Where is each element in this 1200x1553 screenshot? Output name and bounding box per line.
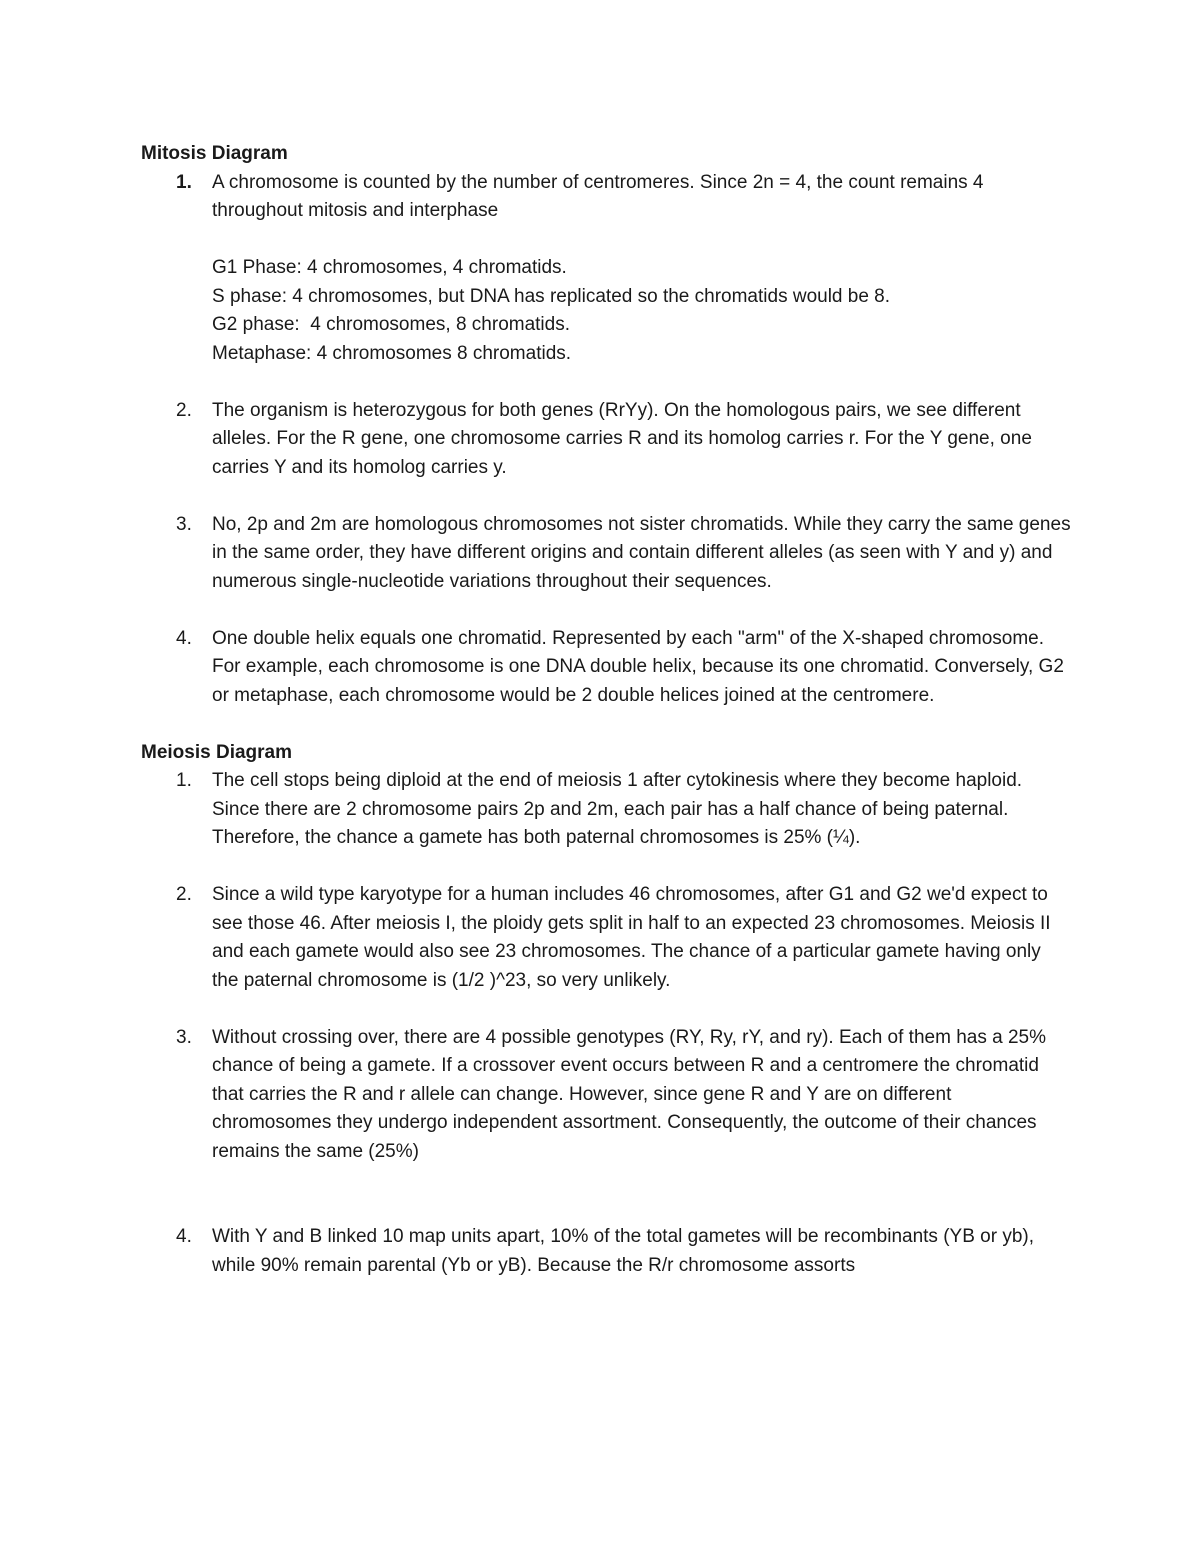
list-item xyxy=(141,169,1071,369)
item-number: 2. xyxy=(176,399,192,421)
meiosis-heading: Meiosis Diagram xyxy=(141,741,292,763)
answer-text: The organism is heterozygous for both genes (RrYy). On the homologous pairs, we see different alleles. For the R gene, one chromosome carries R and its homolog carries r. For the Y gene, one carries Y and its homolog carries y. xyxy=(212,399,1032,478)
mitosis-section xyxy=(141,140,1071,710)
answer-text: One double helix equals one chromatid. Represented by each "arm" of the X-shaped chromosome. For example, each chromosome is one DNA double helix, because its one chromatid. Conversely, G2 or metaphase, each chromosome would be 2 double helices joined at the centromere. xyxy=(212,627,1064,706)
phase-line-s: S phase: 4 chromosomes, but DNA has replicated so the chromatids would be 8. xyxy=(212,285,891,307)
meiosis-section xyxy=(141,739,1071,1281)
item-number: 1. xyxy=(176,770,192,791)
answer-text: No, 2p and 2m are homologous chromosomes not sister chromatids. While they carry the same genes in the same order, they have different origins and contain different alleles (as seen with Y and y) and numerous single-nucleotide variations throughout their sequences. xyxy=(212,513,1071,592)
list-item xyxy=(141,625,1071,711)
answer-text: A chromosome is counted by the number of centromeres. Since 2n = 4, the count remains 4 throughout mitosis and interphase xyxy=(212,171,984,221)
answer-text: With Y and B linked 10 map units apart, 10% of the total gametes will be recombinants (YB or yb), while 90% remain parental (Yb or yB). Because the R/r chromosome assorts xyxy=(212,1226,1035,1276)
mitosis-answer-list xyxy=(141,169,1071,711)
document-page xyxy=(141,140,1071,1280)
phase-line-g1: G1 Phase: 4 chromosomes, 4 chromatids. xyxy=(212,257,567,278)
list-item xyxy=(141,1223,1071,1280)
item-number: 3. xyxy=(176,1026,192,1048)
mitosis-heading: Mitosis Diagram xyxy=(141,143,288,164)
item-number: 3. xyxy=(176,513,192,535)
list-item xyxy=(141,397,1071,483)
meiosis-answer-list xyxy=(141,767,1071,1280)
phase-line-metaphase: Metaphase: 4 chromosomes 8 chromatids. xyxy=(212,342,572,364)
item-number: 4. xyxy=(176,627,192,649)
list-item xyxy=(141,881,1071,995)
item-number: 2. xyxy=(176,884,192,905)
list-item xyxy=(141,767,1071,853)
answer-text: Without crossing over, there are 4 possible genotypes (RY, Ry, rY, and ry). Each of them has a 25% chance of being a gamete. If a crossover event occurs between R and a centromere the chromatid that carries the R and r allele can change. However, since gene R and Y are on different chromosomes they undergo independent assortment. Consequently, the outcome of their chances remains the same (25%) xyxy=(212,1026,1046,1162)
list-item xyxy=(141,511,1071,597)
answer-text: Since a wild type karyotype for a human includes 46 chromosomes, after G1 and G2 we'd expect to see those 46. After meiosis I, the ploidy gets split in half to an expected 23 chromosomes. Meiosis II and each gamete would also see 23 chromosomes. The chance of a particular gamete having only the paternal chromosome is (1/2 )^23, so very unlikely. xyxy=(212,884,1051,991)
answer-text: The cell stops being diploid at the end of meiosis 1 after cytokinesis where they become haploid. Since there are 2 chromosome pairs 2p and 2m, each pair has a half chance of being paternal. Therefore, the chance a gamete has both paternal chromosomes is 25% (¼). xyxy=(212,770,1023,848)
phase-summary xyxy=(212,254,1071,368)
list-item xyxy=(141,1024,1071,1167)
item-number: 1. xyxy=(176,171,192,193)
item-number: 4. xyxy=(176,1226,192,1247)
phase-line-g2: G2 phase: 4 chromosomes, 8 chromatids. xyxy=(212,314,570,335)
